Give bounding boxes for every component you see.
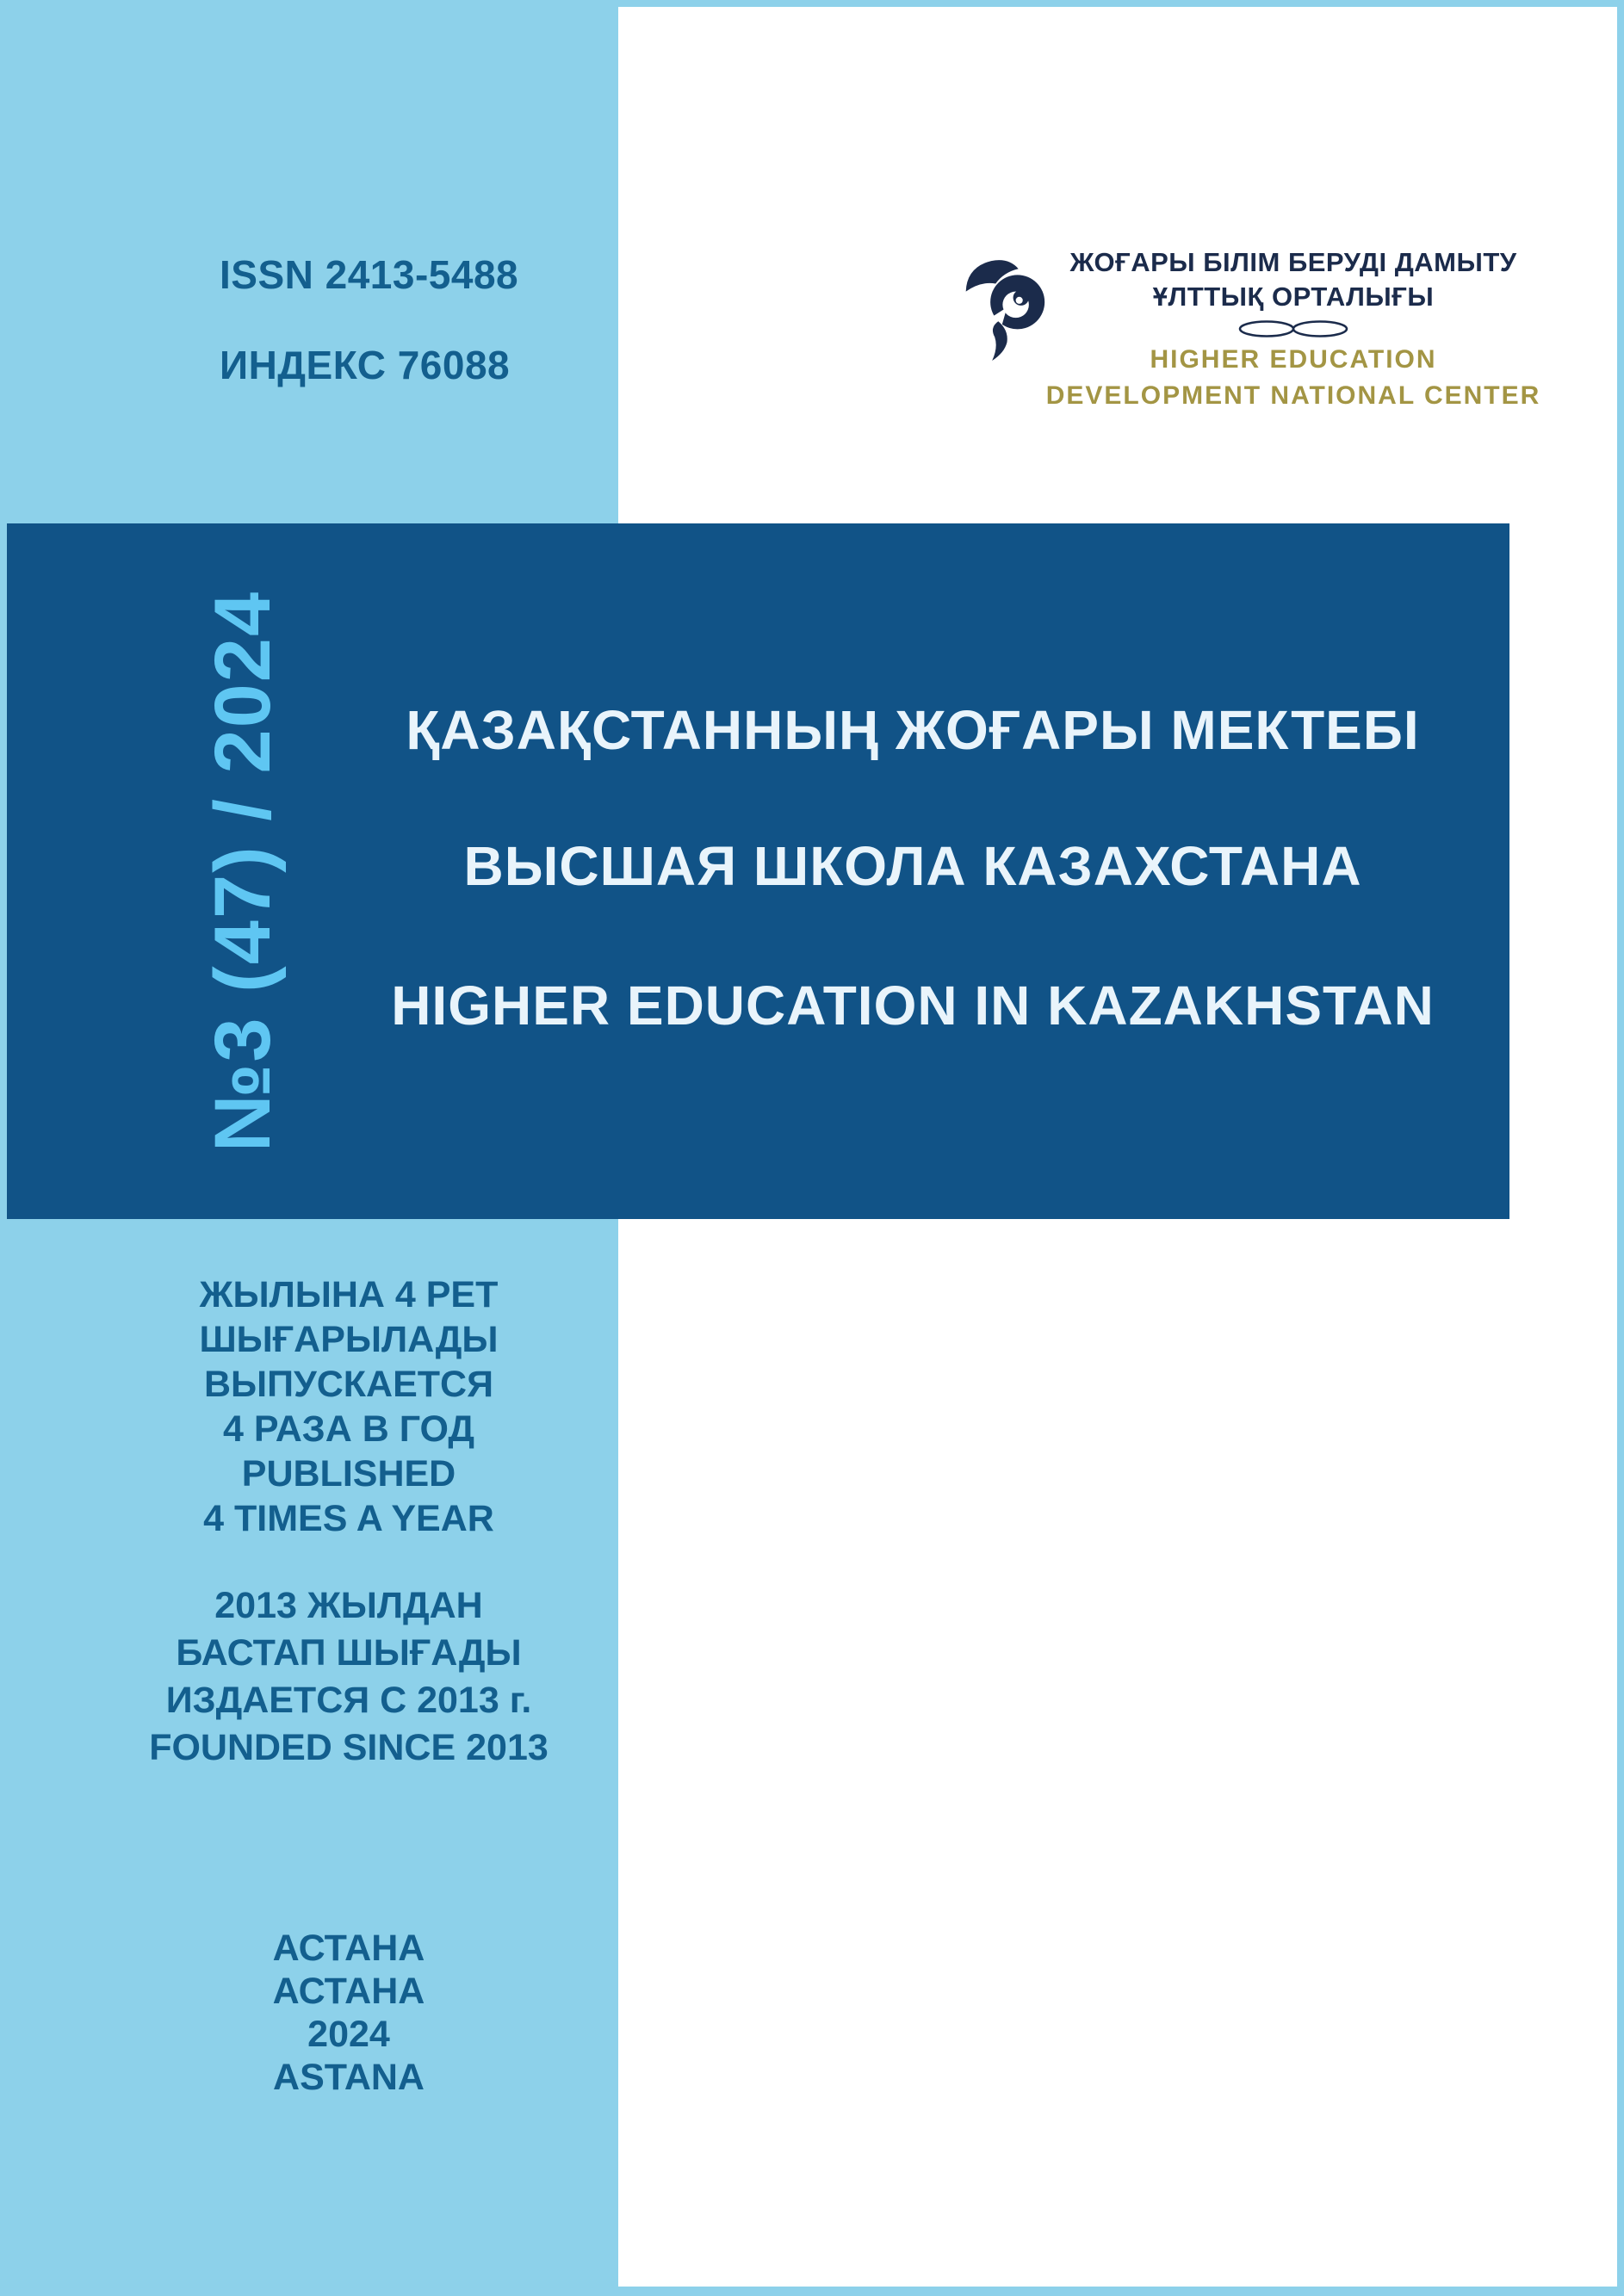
frequency-line: ВЫПУСКАЕТСЯ [203,1364,494,1405]
frequency-line: PUBLISHED [241,1453,456,1495]
infinity-icon [1237,319,1349,338]
imprint-line: ASTANA [273,2057,425,2098]
publication-frequency-note [34,1272,663,1541]
publisher-name-kk-line1: ЖОҒАРЫ БІЛІМ БЕРУДІ ДАМЫТУ [1069,247,1517,277]
frequency-line: ШЫҒАРЫЛАДЫ [199,1319,499,1360]
publisher-name-en-line2: DEVELOPMENT NATIONAL CENTER [1045,381,1541,410]
imprint-line: АСТАНА [272,1971,425,2012]
imprint-line: АСТАНА [272,1928,425,1969]
publisher-name-en-line1: HIGHER EDUCATION [1150,345,1437,374]
publisher-name-kk-line2: ҰЛТТЫҚ ОРТАЛЫҒЫ [1152,282,1435,312]
founded-line: БАСТАП ШЫҒАДЫ [176,1632,522,1674]
frequency-line: ЖЫЛЫНА 4 РЕТ [199,1274,499,1315]
publisher-logo [963,245,1541,435]
subscription-index-label: ИНДЕКС 76088 [220,343,511,387]
founded-line: ИЗДАЕТСЯ С 2013 г. [165,1680,532,1721]
frequency-line: 4 TIMES A YEAR [203,1498,494,1539]
swirl-bird-icon [963,257,1056,362]
journal-title-en: HIGHER EDUCATION IN KAZAKHSTAN [391,975,1435,1037]
issn-label: ISSN 2413-5488 [220,252,519,297]
journal-title-kk: ҚАЗАҚСТАННЫҢ ЖОҒАРЫ МЕКТЕБІ [406,699,1420,761]
founded-line: 2013 ЖЫЛДАН [214,1585,483,1626]
title-banner [7,523,1509,1219]
imprint-line: 2024 [307,2014,390,2055]
frequency-line: 4 РАЗА В ГОД [222,1408,475,1450]
issue-number-vertical: №3 (47) / 2024 [199,590,287,1153]
founded-line: FOUNDED SINCE 2013 [149,1727,549,1768]
imprint-city-year [34,1927,663,2099]
journal-title-ru: ВЫСШАЯ ШКОЛА КАЗАХСТАНА [463,835,1362,897]
publisher-name [1045,245,1541,414]
founded-note [34,1582,663,1772]
